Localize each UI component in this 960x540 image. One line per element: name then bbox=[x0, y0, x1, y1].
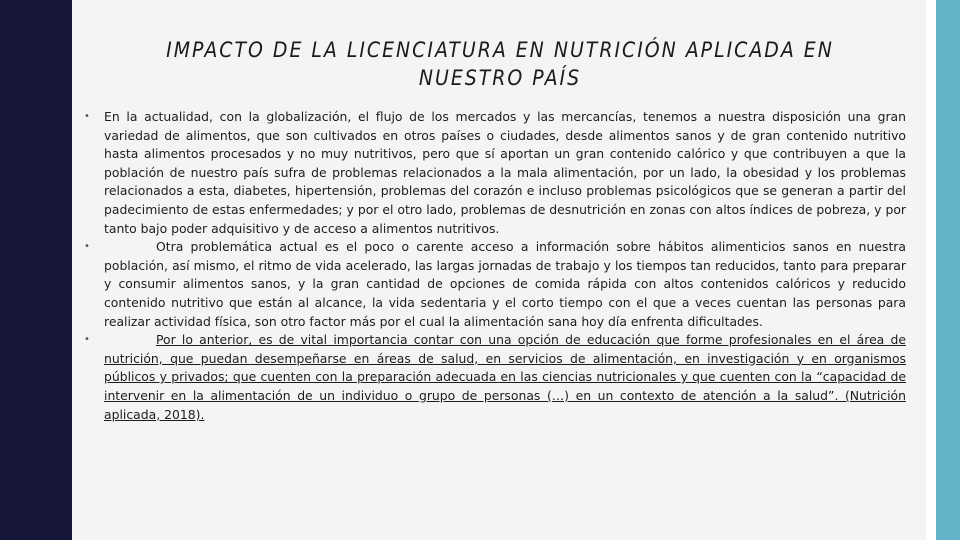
slide-title-line-2: NUESTRO PAÍS bbox=[418, 66, 582, 90]
bullet-item-1 bbox=[84, 108, 906, 238]
slide-title-line-1: IMPACTO DE LA LICENCIATURA EN NUTRICIÓN APLICADA EN bbox=[166, 38, 834, 62]
slide-body bbox=[84, 108, 906, 424]
bullet-text-3-wrapper bbox=[104, 331, 906, 424]
slide-title bbox=[110, 36, 890, 92]
right-white-strip bbox=[926, 0, 936, 540]
bullet-text-1: En la actualidad, con la globalización, el flujo de los mercados y las mercancías, tenemos a nuestra disposición una gran variedad de alimentos, que son cultivados en otros países o ciudades, desde alimentos sanos y de gran contenido nutritivo hasta alimentos procesados y no muy nutritivos, pero que sí aportan un gran contenido calórico y que contribuyen a que la población de nuestro país sufra de problemas relacionados a la mala alimentación, por un lado, la obesidad y los problemas relacionados a esta, diabetes, hipertensión, problemas del corazón e incluso problemas psicológicos que se generan a partir del padecimiento de estas enfermedades; y por el otro lado, problemas de desnutrición en zonas con altos índices de pobreza, y por tanto bajo poder adquisitivo y de acceso a alimentos nutritivos. bbox=[104, 109, 906, 236]
bullet-icon: • bbox=[84, 241, 90, 253]
bullet-icon: • bbox=[84, 111, 90, 122]
bullet-text-3: Por lo anterior, es de vital importancia contar con una opción de educación que forme profesionales en el área de nutrición, que puedan desempeñarse en áreas de salud, en servicios de alimentación, en investigación y en organismos públicos y privados; que cuenten con la preparación adecuada en las ciencias nutricionales y que cuenten con la “capacidad de intervenir en la alimentación de un individuo o grupo de personas (…) en un contexto de atención a la salud”. (Nutrición aplicada, 2018). bbox=[104, 332, 906, 422]
right-accent-band bbox=[936, 0, 960, 540]
wavy-edge-shape bbox=[0, 0, 80, 540]
bullet-item-2 bbox=[84, 238, 906, 331]
bullet-item-3 bbox=[84, 331, 906, 424]
left-decorative-band bbox=[0, 0, 72, 540]
bullet-text-2-wrapper bbox=[104, 238, 906, 331]
bullet-icon: • bbox=[84, 334, 90, 346]
bullet-text-2: Otra problemática actual es el poco o carente acceso a información sobre hábitos alimenticios sanos en nuestra población, así mismo, el ritmo de vida acelerado, las largas jornadas de trabajo y los tiempos tan reducidos, tanto para preparar y consumir alimentos sanos, y la gran cantidad de opciones de comida rápida con altos contenidos calóricos y reducido contenido nutritivo que están al alcance, la vida sedentaria y el corto tiempo con el que a veces cuentan las personas para realizar actividad física, son otro factor más por el cual la alimentación sana hoy día enfrenta dificultades. bbox=[104, 239, 906, 329]
